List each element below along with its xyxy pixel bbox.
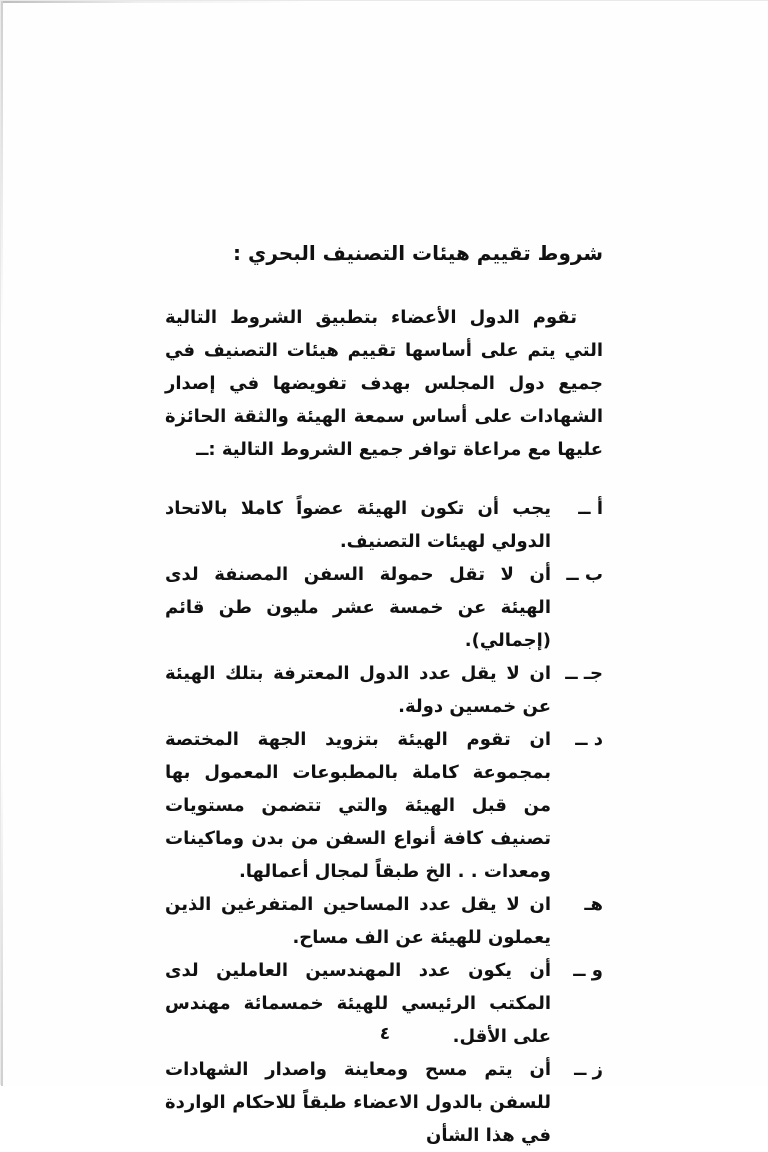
item-marker: جـ ــ: [565, 663, 603, 684]
scan-edge-artifact: [1, 1, 768, 3]
list-item: [165, 888, 603, 954]
list-item: [165, 558, 603, 657]
intro-paragraph: تقوم الدول الأعضاء بتطبيق الشروط التالية التي يتم على أساسها تقييم هيئات التصنيف في جميع دول المجلس بهدف تفويضها في إصدار الشهادات على أساس سمعة الهيئة والثقة الحائزة عليها مع مراعاة توافر جميع الشروط التالية :ــ: [165, 307, 603, 460]
conditions-list: [165, 492, 603, 1152]
item-text: أن يتم مسح ومعاينة واصدار الشهادات للسفن بالدول الاعضاء طبقاً للاحكام الواردة في هذا الشأن: [165, 1059, 551, 1146]
item-text: أن يكون عدد المهندسين العاملين لدى المكتب الرئيسي للهيئة خمسمائة مهندس على الأقل.: [165, 960, 551, 1047]
item-marker: هـ: [584, 894, 603, 915]
list-item: [165, 657, 603, 723]
item-text: ان لا يقل عدد المساحين المتفرغين الذين يعملون للهيئة عن الف مساح.: [165, 894, 551, 948]
item-marker: ب ــ: [566, 564, 603, 585]
item-text: ان تقوم الهيئة بتزويد الجهة المختصة بمجموعة كاملة بالمطبوعات المعمول بها من قبل الهيئة والتي تتضمن مستويات تصنيف كافة أنواع السفن من بدن وماكينات ومعدات . . الخ طبقاً لمجال أعمالها.: [165, 729, 551, 882]
document-page: [1, 1, 768, 1146]
item-marker: د ــ: [575, 729, 603, 750]
item-marker: ز ــ: [574, 1059, 603, 1080]
scan-edge-artifact: [1, 1, 3, 1086]
item-marker: و ــ: [573, 960, 603, 981]
text-column: [165, 239, 603, 1152]
page-title: شروط تقييم هيئات التصنيف البحري :: [233, 241, 603, 265]
item-text: يجب أن تكون الهيئة عضواً كاملا بالاتحاد الدولي لهيئات التصنيف.: [165, 498, 551, 552]
page-number: ٤: [379, 1024, 391, 1044]
item-marker: أ ــ: [578, 498, 603, 519]
item-text: أن لا تقل حمولة السفن المصنفة لدى الهيئة عن خمسة عشر مليون طن قائم (إجمالي).: [165, 564, 551, 651]
list-item: [165, 723, 603, 888]
list-item: [165, 1053, 603, 1152]
list-item: [165, 492, 603, 558]
item-text: ان لا يقل عدد الدول المعترفة بتلك الهيئة عن خمسين دولة.: [165, 663, 551, 717]
